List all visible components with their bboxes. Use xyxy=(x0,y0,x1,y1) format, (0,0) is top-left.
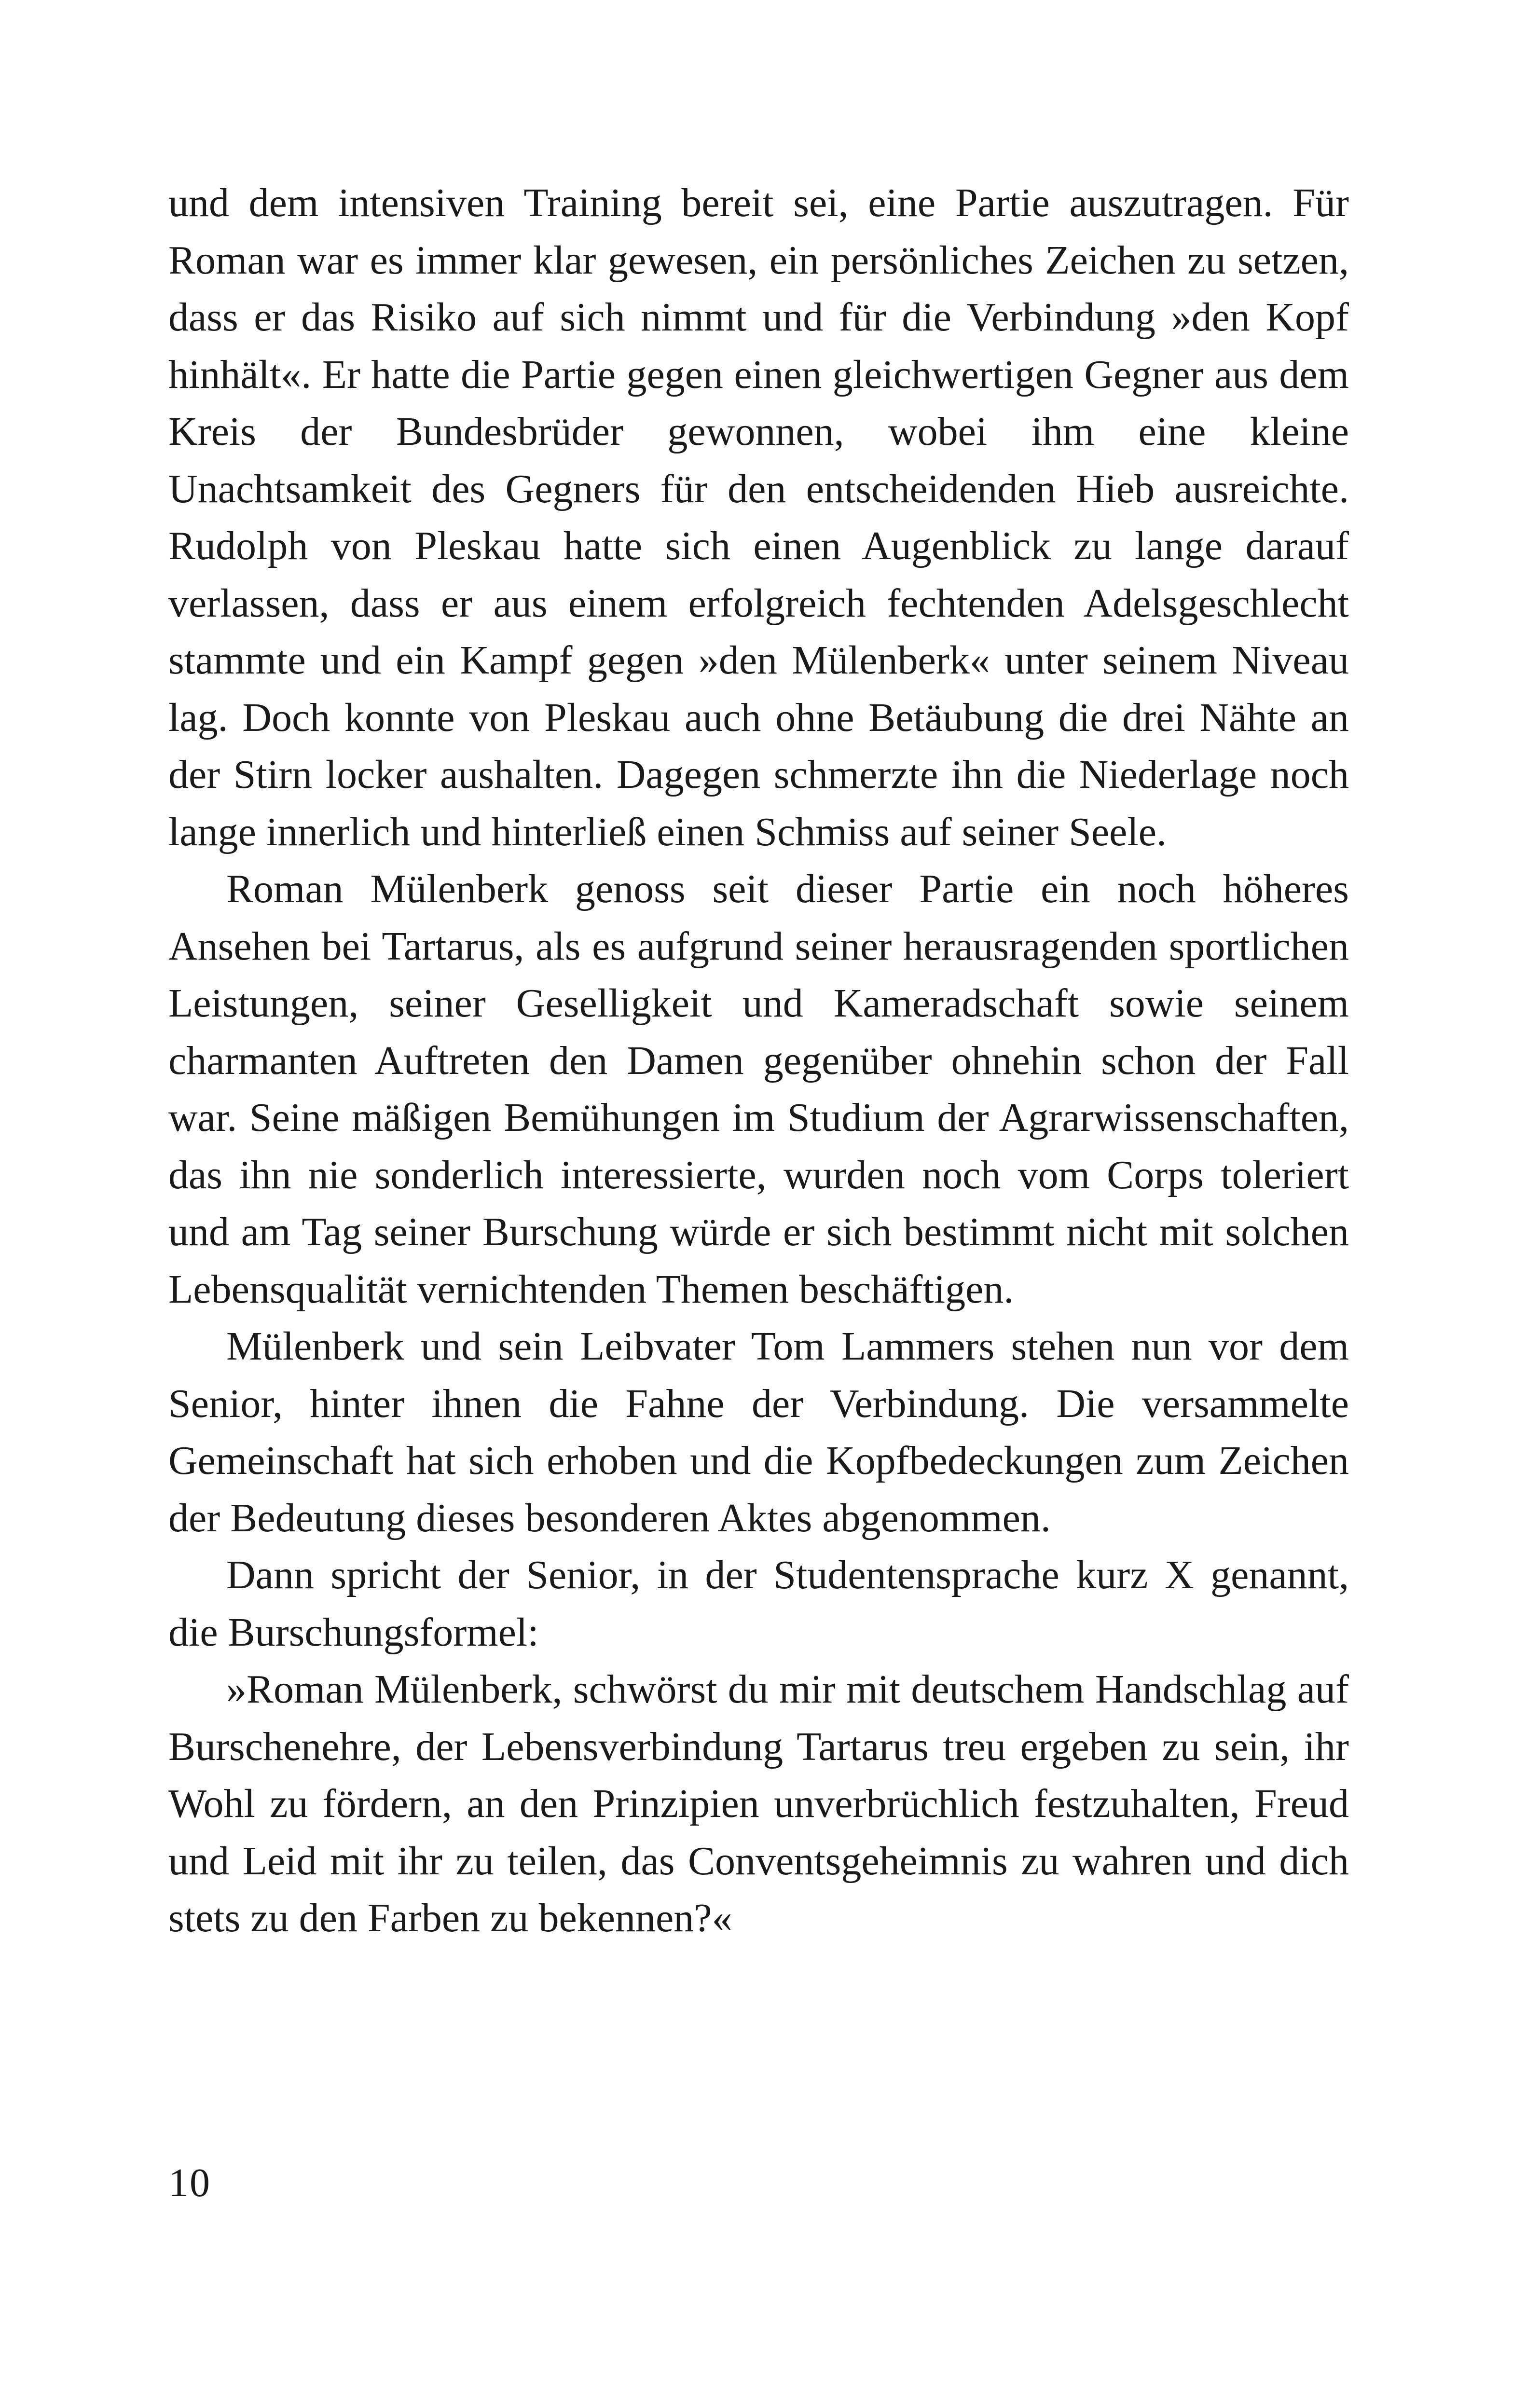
paragraph-5: »Roman Mülenberk, schwörst du mir mit deutschem Handschlag auf Burschenehre, der Lebensverbindung Tartarus treu ergeben zu sein, ihr Wohl zu fördern, an den Prinzipien unverbrüchlich festzuhalten, Freud und Leid mit ihr zu teilen, das Conventsgeheimnis zu wahren und dich stets zu den Farben zu bekennen?« xyxy=(168,1667,1349,1940)
body-text xyxy=(168,175,1349,1947)
paragraph-2: Roman Mülenberk genoss seit dieser Partie ein noch höheres Ansehen bei Tartarus, als es aufgrund seiner herausragenden sportlichen Leistungen, seiner Geselligkeit und Kameradschaft sowie seinem charmanten Auftreten den Damen gegenüber ohnehin schon der Fall war. Seine mäßigen Bemühungen im Studium der Agrarwissenschaften, das ihn nie sonderlich interessierte, wurden noch vom Corps toleriert und am Tag seiner Burschung würde er sich bestimmt nicht mit solchen Lebensqualität vernichtenden Themen beschäftigen. xyxy=(168,866,1349,1312)
page-number: 10 xyxy=(168,2160,211,2205)
paragraph-1: und dem intensiven Training bereit sei, eine Partie auszutragen. Für Roman war es immer klar gewesen, ein persönliches Zeichen zu setzen, dass er das Risiko auf sich nimmt und für die Verbindung »den Kopf hinhält«. Er hatte die Partie gegen einen gleichwertigen Gegner aus dem Kreis der Bundesbrüder gewonnen, wobei ihm eine kleine Unachtsamkeit des Gegners für den entscheidenden Hieb ausreichte. Rudolph von Pleskau hatte sich einen Augenblick zu lange darauf verlassen, dass er aus einem erfolgreich fechtenden Adelsgeschlecht stammte und ein Kampf gegen »den Mülenberk« unter seinem Niveau lag. Doch konnte von Pleskau auch ohne Betäubung die drei Nähte an der Stirn locker aushalten. Dagegen schmerzte ihn die Niederlage noch lange innerlich und hinterließ einen Schmiss auf seiner Seele. xyxy=(168,180,1349,854)
paragraph-4: Dann spricht der Senior, in der Studentensprache kurz X genannt, die Burschungsformel: xyxy=(168,1553,1349,1655)
paragraph-3: Mülenberk und sein Leibvater Tom Lammers stehen nun vor dem Senior, hinter ihnen die Fahne der Verbindung. Die versammelte Gemeinschaft hat sich erhoben und die Kopfbedeckungen zum Zeichen der Bedeutung dieses besonderen Aktes abgenommen. xyxy=(168,1324,1349,1540)
